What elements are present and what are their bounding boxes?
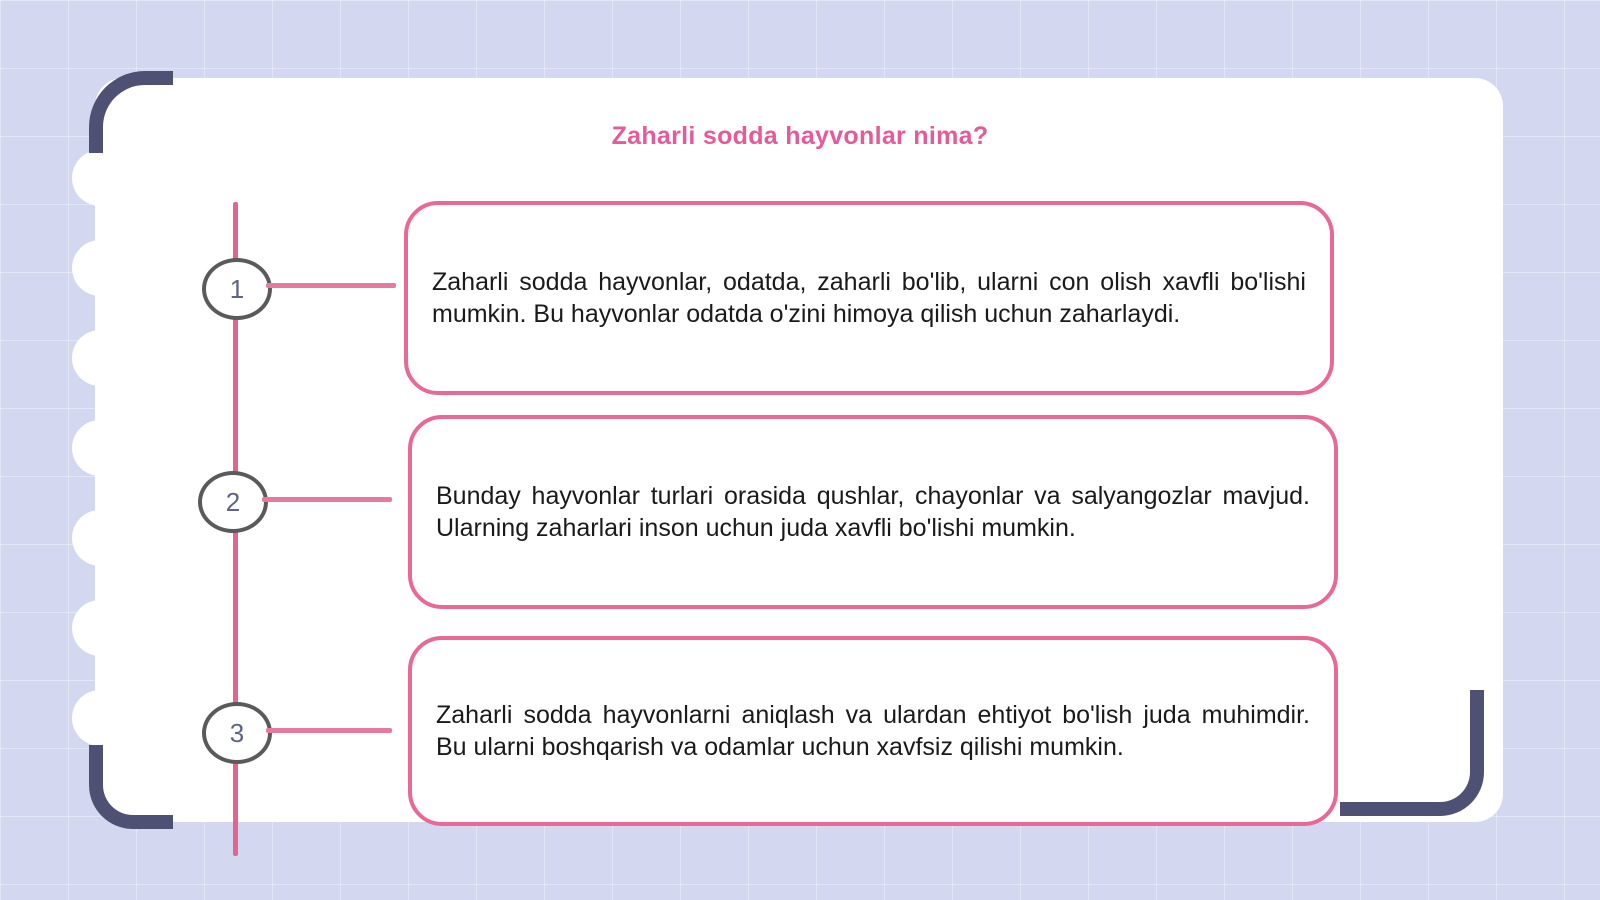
step-card xyxy=(408,415,1338,609)
step-card xyxy=(404,201,1334,395)
step-number: 2 xyxy=(225,486,241,517)
paper-edge-scallop xyxy=(72,420,128,476)
step-number: 1 xyxy=(229,273,245,304)
paper-edge-scallop xyxy=(72,240,128,296)
paper-edge-scallop xyxy=(72,600,128,656)
step-number-badge xyxy=(198,471,268,533)
step-number-badge xyxy=(202,702,272,764)
paper-edge-scallop xyxy=(72,690,128,746)
step-card xyxy=(408,636,1338,826)
step-number: 3 xyxy=(229,717,245,748)
step-connector xyxy=(266,728,392,733)
step-connector xyxy=(262,497,392,502)
step-card-text: Zaharli sodda hayvonlar, odatda, zaharli bo'lib, ularni con olish xavfli bo'lishi mumkin. Bu hayvonlar odatda o'zini himoya qilish uchun zaharlaydi. xyxy=(432,268,1306,328)
frame-corner-top-left xyxy=(89,71,173,153)
paper-edge-scallop xyxy=(72,150,128,206)
frame-corner-bottom-right xyxy=(1340,690,1484,816)
step-number-badge xyxy=(202,258,272,320)
slide-title: Zaharli sodda hayvonlar nima? xyxy=(611,122,989,150)
step-card-text: Zaharli sodda hayvonlarni aniqlash va ulardan ehtiyot bo'lish juda muhimdir. Bu ularni boshqarish va odamlar uchun xavfsiz qilishi mumkin. xyxy=(436,701,1310,761)
paper-edge-scallop xyxy=(72,330,128,386)
frame-corner-bottom-left xyxy=(89,745,173,829)
step-connector xyxy=(266,283,396,288)
paper-edge-scallop xyxy=(72,510,128,566)
step-card-text: Bunday hayvonlar turlari orasida qushlar, chayonlar va salyangozlar mavjud. Ularning zaharlari inson uchun juda xavfli bo'lishi mumkin. xyxy=(436,482,1310,542)
